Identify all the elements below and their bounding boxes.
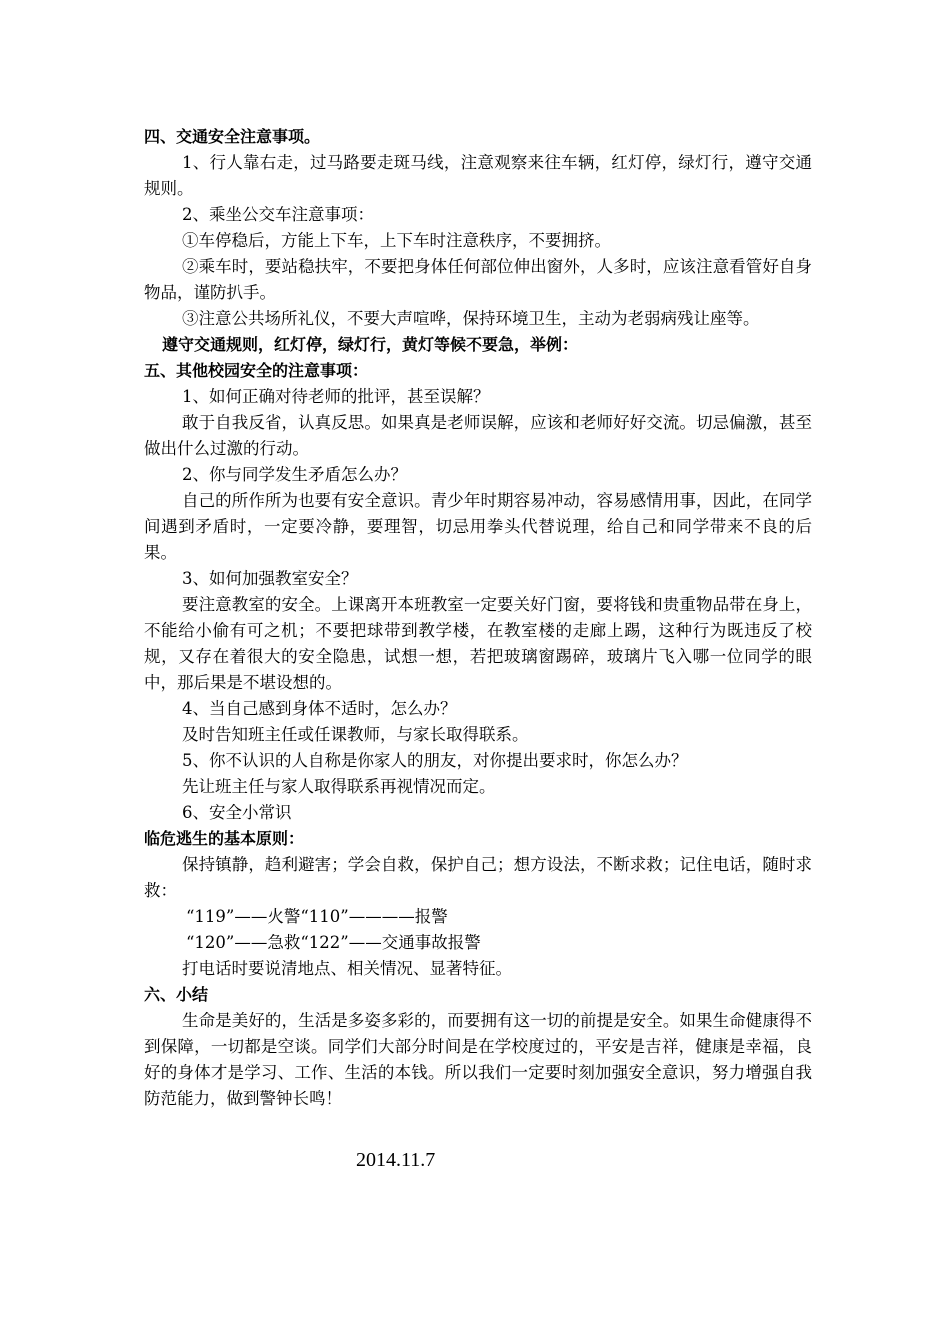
section5-answer-2: 自己的所作所为也要有安全意识。青少年时期容易冲动，容易感情用事，因此，在同学间遇到矛盾时，一定要冷静，要理智，切忌用拳头代替说理，给自己和同学带来不良的后果。 [144, 491, 812, 562]
section4-heading: 四、交通安全注意事项。 [144, 127, 321, 146]
document-body [144, 124, 812, 1112]
section6-paragraph-1: 生命是美好的，生活是多姿多彩的，而要拥有这一切的前提是安全。如果生命健康得不到保障，一切都是空谈。同学们大部分时间是在学校度过的，平安是吉祥，健康是幸福，良好的身体才是学习、工作、生活的本钱。所以我们一定要时刻加强安全意识，努力增强自我防范能力，做到警钟长鸣！ [144, 1011, 812, 1108]
section5-question-5: 5、你不认识的人自称是你家人的朋友，对你提出要求时，你怎么办？ [182, 751, 688, 770]
section4-paragraph-4: ②乘车时，要站稳扶牢，不要把身体任何部位伸出窗外，人多时，应该注意看管好自身物品，谨防扒手。 [144, 257, 812, 302]
escape-heading: 临危逃生的基本原则： [144, 829, 305, 848]
section5-question-2: 2、你与同学发生矛盾怎么办？ [182, 465, 407, 484]
section4-paragraph-3: ①车停稳后，方能上下车，上下车时注意秩序，不要拥挤。 [182, 231, 611, 250]
section4-paragraph-2: 2、乘坐公交车注意事项： [182, 205, 374, 224]
section6-heading: 六、小结 [144, 985, 209, 1004]
section5-question-1: 1、如何正确对待老师的批评，甚至误解？ [182, 387, 490, 406]
section5-answer-1: 敢于自我反省，认真反思。如果真是老师误解，应该和老师好好交流。切忌偏激，甚至做出什么过激的行动。 [144, 413, 812, 458]
section5-answer-4: 及时告知班主任或任课教师，与家长取得联系。 [182, 725, 529, 744]
emergency-phone-1: “119”——火警“110”————报警 [186, 907, 448, 926]
section5-answer-5: 先让班主任与家人取得联系再视情况而定。 [182, 777, 496, 796]
section5-question-6: 6、安全小常识 [182, 803, 292, 822]
section5-answer-3: 要注意教室的安全。上课离开本班教室一定要关好门窗，要将钱和贵重物品带在身上，不能给小偷有可之机；不要把球带到教学楼，在教室楼的走廊上踢，这种行为既违反了校规，又存在着很大的安全隐患，试想一想，若把玻璃窗踢碎，玻璃片飞入哪一位同学的眼中，那后果是不堪设想的。 [144, 595, 812, 692]
section4-paragraph-5: ③注意公共场所礼仪，不要大声喧哗，保持环境卫生，主动为老弱病残让座等。 [182, 309, 760, 328]
section4-paragraph-1: 1、行人靠右走，过马路要走斑马线，注意观察来往车辆，红灯停，绿灯行，遵守交通规则。 [144, 153, 812, 198]
section5-question-3: 3、如何加强教室安全？ [182, 569, 358, 588]
escape-paragraph-2: 打电话时要说清地点、相关情况、显著特征。 [182, 959, 512, 978]
traffic-rule-note: 遵守交通规则，红灯停，绿灯行，黄灯等候不要急，举例： [162, 335, 579, 354]
emergency-phone-2: “120”——急救“122”——交通事故报警 [186, 933, 481, 952]
escape-paragraph-1: 保持镇静，趋利避害；学会自救，保护自己；想方设法，不断求救；记住电话，随时求救： [144, 855, 812, 900]
section5-heading: 五、其他校园安全的注意事项： [144, 361, 369, 380]
document-date: 2014.11.7 [356, 1149, 436, 1171]
section5-question-4: 4、当自己感到身体不适时，怎么办？ [182, 699, 457, 718]
